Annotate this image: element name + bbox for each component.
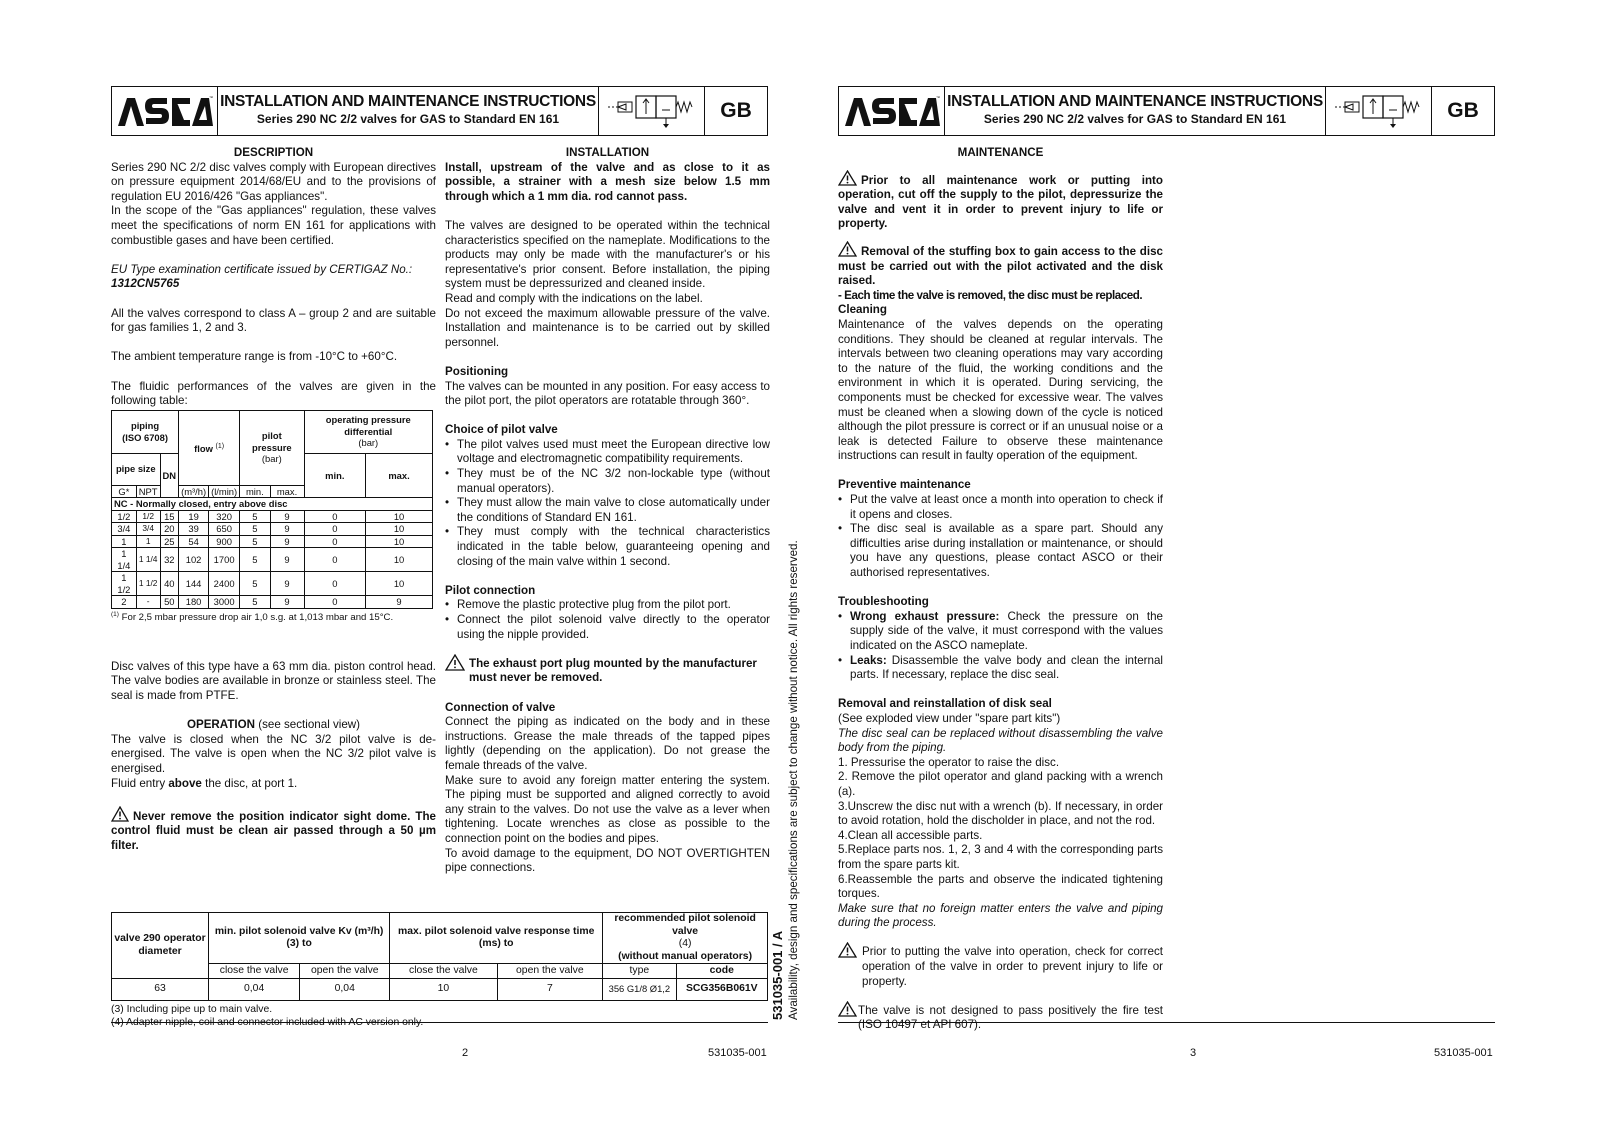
troubleshooting-heading: Troubleshooting [838, 595, 929, 609]
header-subtitle: Series 290 NC 2/2 valves for GAS to Standard EN 161 [256, 112, 560, 126]
table-cell: 10 [366, 548, 433, 572]
asco-logo-icon [116, 94, 214, 128]
description-paragraph: The fluidic performances of the valves are given in the following table: [111, 379, 436, 408]
table-cell: 32 [160, 548, 179, 572]
svg-text:™: ™ [208, 95, 213, 100]
left-column-1 [111, 146, 436, 854]
warning-icon [445, 654, 465, 671]
table-cell: - [136, 596, 160, 609]
pilot-connection-list [445, 598, 770, 642]
warning-icon [838, 942, 857, 958]
table-row [112, 523, 433, 536]
fire-test-warning: The valve is not designed to pass positively the fire test (ISO 10497 et API 607). [838, 1004, 1163, 1033]
maintenance-heading: MAINTENANCE [957, 146, 1044, 159]
table-cell: 5 [240, 548, 270, 572]
table-cell: 1 1/4 [136, 548, 160, 572]
table-row [112, 979, 768, 1001]
table-cell: 320 [209, 510, 240, 523]
table-header: pilot pressure (bar) [240, 410, 304, 485]
asco-logo-icon [843, 94, 941, 128]
operation-warning: Never remove the position indicator sight dome. The control fluid must be clean air passed through a 50 µm filter. [111, 806, 436, 854]
table-note: (3) Including pipe up to main valve. [111, 1004, 273, 1015]
table-cell: 40 [160, 572, 179, 596]
table-cell: 15 [160, 510, 179, 523]
table-note: (4) Adapter nipple, coil and connector included with AC version only. [111, 1017, 424, 1028]
table-section-title: NC - Normally closed, entry above disc [112, 498, 433, 511]
header-title: INSTALLATION AND MAINTENANCE INSTRUCTIONS [220, 93, 596, 110]
language-code: GB [720, 98, 752, 122]
side-notice: Availability, design and specifications are subject to change without notice. All rights reserved. [786, 540, 800, 1020]
table-cell: 0,04 [300, 979, 390, 1001]
description-paragraph: The ambient temperature range is from -10°C to +60°C. [111, 350, 398, 364]
table-cell: 7 [497, 979, 603, 1001]
table-cell: 9 [270, 548, 304, 572]
table-cell: 19 [179, 510, 209, 523]
choice-heading: Choice of pilot valve [445, 423, 558, 437]
preventive-heading: Preventive maintenance [838, 478, 971, 492]
choice-list [445, 438, 770, 569]
table-cell: 5 [240, 535, 270, 548]
installation-heading: INSTALLATION [565, 146, 650, 159]
steps-list [838, 756, 1163, 902]
table-row [112, 510, 433, 523]
table-cell: 9 [270, 535, 304, 548]
table-cell: 39 [179, 523, 209, 536]
table-header: min. [304, 453, 366, 498]
installation-bold-paragraph: Install, upstream of the valve and as close to it as possible, a strainer with a mesh size below 1.5 mm through which a 1 mm dia. rod cannot pass. [445, 160, 770, 203]
table-header: min. pilot solenoid valve Kv (m³/h) (3) to [209, 913, 390, 964]
table-cell: 50 [160, 596, 179, 609]
table-cell: 10 [366, 572, 433, 596]
list-item: • Connect the pilot solenoid valve directly to the operator using the nipple provided. [445, 613, 770, 642]
connection-paragraph: To avoid damage to the equipment, DO NOT OVERTIGHTEN pipe connections. [445, 846, 770, 875]
table-cell: 0 [304, 548, 366, 572]
table-cell: 650 [209, 523, 240, 536]
right-header [838, 86, 1495, 136]
table-cell: 9 [366, 596, 433, 609]
side-code: 531035-001 / A [770, 930, 785, 1020]
table-cell: 900 [209, 535, 240, 548]
list-item: • Remove the plastic protective plug from the pilot port. [445, 598, 770, 613]
table-cell: 1 [136, 535, 160, 548]
table-cell: 10 [390, 979, 497, 1001]
stuffing-box-warning: Removal of the stuffing box to gain access to the disc must be carried out with the pilot activated and the disk raised. [838, 241, 1163, 289]
table-cell: 1 [112, 535, 137, 548]
list-item: • They must be of the NC 3/2 non-lockable type (without manual operators). [445, 467, 770, 496]
list-item: • Leaks: Disassemble the valve body and clean the internal parts. If necessary, replace the disc seal. [838, 654, 1163, 683]
table-header: max. [270, 485, 304, 498]
description-paragraph: In the scope of the "Gas appliances" regulation, these valves meet the specifications of norm EN 161 for applications with combustible gases and have been certified. [111, 204, 436, 247]
table-cell: 102 [179, 548, 209, 572]
table-cell: 3/4 [112, 523, 137, 536]
troubleshooting-list [838, 610, 1163, 683]
step-item: 6.Reassemble the parts and observe the indicated tightening torques. [838, 872, 1163, 901]
description-paragraph: Series 290 NC 2/2 disc valves comply with European directives on pressure equipment 2014/68/EU and to the provisions of regulation EU 2016/426 "Gas appliances". [111, 160, 436, 203]
table-cell: 9 [270, 523, 304, 536]
foreign-matter-note: Make sure that no foreign matter enters the valve and piping during the process. [838, 901, 1163, 930]
table-header: recommended pilot solenoid valve (4) (without manual operators) [603, 913, 768, 964]
left-column-2 [445, 146, 770, 876]
installation-paragraph: Read and comply with the indications on the label. [445, 291, 703, 305]
table-header: (m³/h) [179, 485, 209, 498]
table-cell: 5 [240, 596, 270, 609]
header-title-block [218, 87, 599, 135]
table-cell: 0 [304, 535, 366, 548]
positioning-heading: Positioning [445, 364, 509, 378]
table-cell: 5 [240, 523, 270, 536]
warning-icon [838, 170, 857, 186]
table-cell: SCG356B061V [676, 979, 767, 1001]
table-cell: 20 [160, 523, 179, 536]
installation-paragraph: The valves are designed to be operated within the technical characteristics specified on the nameplate. Modifications to the products may only be made with the manufacturer's or his representative's prior consent. Before installation, the piping system must be depressurized and cleaned inside. [445, 218, 770, 291]
check-warning: Prior to putting the valve into operation, check for correct operation of the valve in order to prevent injury to life or property. [838, 945, 1163, 989]
cleaning-text: Maintenance of the valves depends on the operating conditions. They should be cleaned at regular intervals. The intervals between two cleaning operations may vary according to the nature of the fluid, the working conditions and the environment in which it is operated. During servicing, the components must be checked for excessive wear. The valves must be cleaned when a slowing down of the cycle is noticed although the pilot pressure is correct or if an unusual noise or a leak is detected Failure to observe these maintenance instructions can result in faulty operation of the equipment. [838, 317, 1163, 463]
table-cell: 1 1/4 [112, 548, 137, 572]
operation-heading-line: OPERATION (see sectional view) [186, 718, 361, 732]
header-title: INSTALLATION AND MAINTENANCE INSTRUCTIONS [947, 93, 1323, 110]
step-item: 3.Unscrew the disc nut with a wrench (b). If necessary, in order to avoid rotation, hold the discholder in place, and not the rod. [838, 799, 1163, 828]
right-bottom-rule [838, 1022, 1495, 1023]
list-item: • Put the valve at least once a month into operation to check if it opens and closes. [838, 493, 1163, 522]
table-cell: 9 [270, 596, 304, 609]
positioning-text: The valves can be mounted in any position. For easy access to the pilot port, the pilot operators are rotatable through 360°. [445, 379, 770, 408]
left-bottom-rule [111, 1022, 768, 1023]
header-title-block [945, 87, 1326, 135]
operation-paragraph: Fluid entry above the disc, at port 1. [111, 776, 298, 790]
table-cell: 25 [160, 535, 179, 548]
valve-symbol-icon [606, 92, 698, 130]
table-header: pipe size [112, 453, 161, 485]
table-cell: 1700 [209, 548, 240, 572]
doc-code: 531035-001 [1434, 1047, 1493, 1059]
table-header: close the valve [390, 964, 497, 979]
cleaning-heading: Cleaning [838, 303, 887, 317]
table-cell: 5 [240, 510, 270, 523]
valve-symbol-icon [1333, 92, 1425, 130]
list-item: • Wrong exhaust pressure: Check the pressure on the supply side of the valve, it must correspond with the values indicated on the ASCO nameplate. [838, 610, 1163, 654]
list-item: • The pilot valves used must meet the European directive low voltage and electromagnetic compatibility requirements. [445, 438, 770, 467]
removal-heading: Removal and reinstallation of disk seal [838, 697, 1052, 711]
table-header: G* [112, 485, 137, 498]
table-cell: 0 [304, 596, 366, 609]
connection-heading: Connection of valve [445, 700, 556, 714]
list-item: • They must comply with the technical characteristics indicated in the table below, guaranteeing opening and closing of the main valve within 1 second. [445, 525, 770, 569]
page-number: 2 [462, 1047, 469, 1059]
step-item: 5.Replace parts nos. 1, 2, 3 and 4 with the corresponding parts from the spare parts kit. [838, 843, 1163, 871]
table-cell: 54 [179, 535, 209, 548]
disc-replace-note: - Each time the valve is removed, the disc must be replaced. [838, 288, 1143, 302]
list-item: • They must allow the main valve to close automatically under the conditions of Standard EN 161. [445, 496, 770, 525]
table-header: valve 290 operator diameter [112, 913, 209, 979]
right-column [838, 146, 1163, 1033]
table-footnote: $^{(1)}$ For 2,5 mbar pressure drop air 1,0 s.g. at 1,013 mbar and 15°C. [111, 610, 394, 623]
pilot-spec-table-block [111, 912, 768, 1029]
table-header: open the valve [300, 964, 390, 979]
table-cell: 356 G1/8 Ø1,2 [603, 979, 676, 1001]
doc-code: 531035-001 [708, 1047, 767, 1059]
table-cell: 10 [366, 523, 433, 536]
certificate-number: 1312CN5765 [111, 277, 180, 291]
table-header: NPT [136, 485, 160, 498]
valve-symbol [599, 87, 705, 135]
description-heading: DESCRIPTION [233, 146, 314, 159]
valve-symbol [1326, 87, 1432, 135]
table-header: code [676, 964, 767, 979]
step-item: 2. Remove the pilot operator and gland packing with a wrench (a). [838, 770, 1163, 798]
table-cell: 3000 [209, 596, 240, 609]
certificate-text [111, 263, 436, 292]
fluidic-table [111, 410, 433, 609]
warning-icon [111, 806, 129, 822]
table-row [112, 596, 433, 609]
header-subtitle: Series 290 NC 2/2 valves for GAS to Standard EN 161 [983, 112, 1287, 126]
operation-paragraph: The valve is closed when the NC 3/2 pilot valve is de-energised. The valve is open when the NC 3/2 pilot valve is energised. [111, 732, 436, 776]
maintenance-warning: Prior to all maintenance work or putting into operation, cut off the supply to the pilot, depressurize the valve and vent it in order to prevent injury to life or property. [838, 170, 1163, 232]
fluidic-table-body [112, 510, 433, 608]
table-cell: 1 1/2 [112, 572, 137, 596]
table-cell: 9 [270, 572, 304, 596]
pilot-spec-table [111, 912, 768, 1001]
table-cell: 0 [304, 523, 366, 536]
disc-paragraph: Disc valves of this type have a 63 mm dia. piston control head. The valve bodies are available in bronze or stainless steel. The seal is made from PTFE. [111, 659, 436, 703]
list-item: • The disc seal is available as a spare part. Should any difficulties arise during installation or maintenance, or should you have any questions, please contact ASCO or their authorised representatives. [838, 522, 1163, 580]
left-header [111, 86, 768, 136]
pilot-connection-heading: Pilot connection [445, 583, 536, 597]
table-row [112, 572, 433, 596]
language-code: GB [1447, 98, 1479, 122]
step-item: 1. Pressurise the operator to raise the disc. [838, 755, 1060, 769]
asco-logo [839, 87, 945, 135]
table-cell: 0,04 [209, 979, 300, 1001]
table-header: piping (ISO 6708) [112, 410, 179, 453]
table-header: min. [240, 485, 270, 498]
table-cell: 144 [179, 572, 209, 596]
installation-paragraph: Do not exceed the maximum allowable pressure of the valve. Installation and maintenance is to be carried out by skilled personnel. [445, 306, 770, 349]
table-row [112, 535, 433, 548]
table-cell: 2 [112, 596, 137, 609]
table-cell: 10 [366, 510, 433, 523]
table-cell: 2400 [209, 572, 240, 596]
table-cell: 1 1/2 [136, 572, 160, 596]
table-cell: 3/4 [136, 523, 160, 536]
warning-icon [838, 1001, 857, 1017]
table-header: (l/min) [209, 485, 240, 498]
exhaust-warning: The exhaust port plug mounted by the manufacturer must never be removed. [445, 657, 770, 686]
table-header: flow $^{(1)}$ [179, 410, 240, 485]
table-cell: 180 [179, 596, 209, 609]
table-header: DN [160, 453, 179, 498]
connection-paragraph: Make sure to avoid any foreign matter entering the system. The piping must be supported and aligned correctly to avoid any strain to the valves. Do not use the valve as a lever when tightening. Locate wrenches as close as possible to the connection point on the bodies and pipes. [445, 773, 770, 845]
step-item: 4.Clean all accessible parts. [838, 828, 983, 842]
table-cell: 63 [112, 979, 209, 1001]
table-header: max. [366, 453, 433, 498]
table-header: max. pilot solenoid valve response time (ms) to [390, 913, 603, 964]
table-header: operating pressure differential (bar) [304, 410, 432, 453]
side-text [771, 540, 801, 1020]
description-paragraph: All the valves correspond to class A – group 2 and are suitable for gas families 1, 2 and 3. [111, 306, 436, 335]
svg-text:™: ™ [935, 95, 940, 100]
table-cell: 10 [366, 535, 433, 548]
warning-icon [838, 241, 857, 257]
table-cell: 9 [270, 510, 304, 523]
table-cell: 1/2 [112, 510, 137, 523]
table-cell: 0 [304, 510, 366, 523]
preventive-list [838, 493, 1163, 581]
table-cell: 1/2 [136, 510, 160, 523]
table-header: open the valve [497, 964, 603, 979]
table-cell: 0 [304, 572, 366, 596]
page-number: 3 [1190, 1047, 1197, 1059]
table-cell: 5 [240, 572, 270, 596]
certificate-label: EU Type examination certificate issued by CERTIGAZ No.: [111, 262, 413, 276]
table-header: close the valve [209, 964, 300, 979]
connection-paragraph: Connect the piping as indicated on the body and in these instructions. Grease the male threads of the tapped pipes lightly (depending on the application). Do not grease the female threads of the valve. [445, 715, 770, 772]
table-header: type [603, 964, 676, 979]
table-row [112, 548, 433, 572]
removal-note: (See exploded view under "spare part kits") [838, 711, 1061, 725]
asco-logo [112, 87, 218, 135]
removal-italic: The disc seal can be replaced without disassembling the valve body from the piping. [838, 726, 1163, 755]
